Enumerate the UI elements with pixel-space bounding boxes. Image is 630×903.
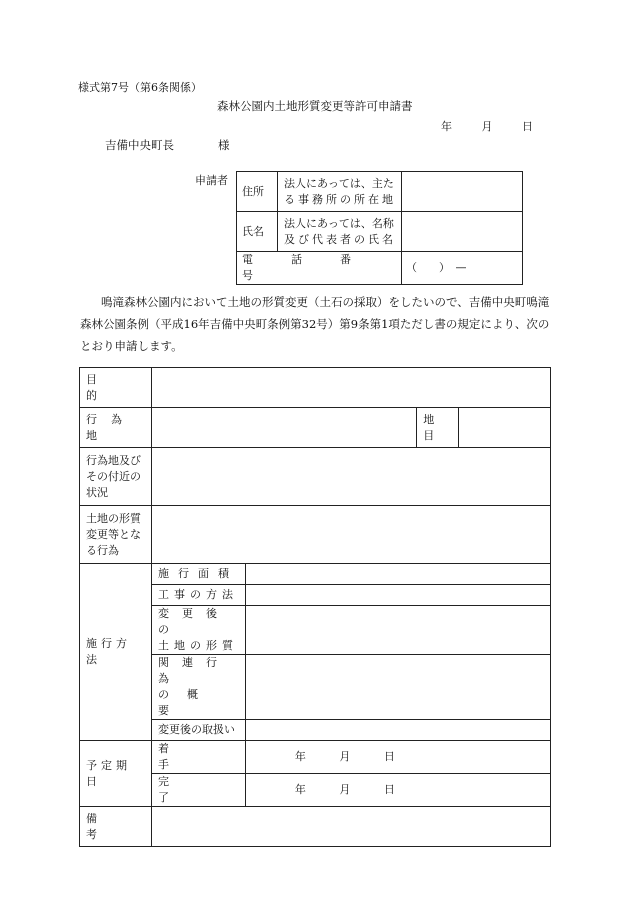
schedule-label: 予定期日 xyxy=(80,741,152,807)
change-act-value[interactable] xyxy=(151,506,550,564)
page-title: 森林公園内土地形質変更等許可申請書 xyxy=(217,99,413,113)
site-label: 行為地 xyxy=(80,408,152,448)
area-label: 施行面積 xyxy=(151,564,245,585)
address-label: 住所 xyxy=(237,172,278,212)
phone-value[interactable]: （ ） — xyxy=(402,252,523,285)
site-conditions-label: 行為地及び その付近の 状況 xyxy=(80,448,152,506)
main-table xyxy=(79,367,551,847)
address-note xyxy=(278,172,402,212)
construction-method-label: 工事の方法 xyxy=(151,585,245,606)
after-change-label: 変更後の 土地の形質 xyxy=(151,606,245,655)
end-year: 年 xyxy=(294,783,306,796)
purpose-label: 目的 xyxy=(80,368,152,408)
handling-value[interactable] xyxy=(245,720,550,741)
date-day-label: 日 xyxy=(522,120,533,133)
end-day: 日 xyxy=(383,783,395,796)
construction-method-value[interactable] xyxy=(245,585,550,606)
after-change-value[interactable] xyxy=(245,606,550,655)
start-date-value[interactable] xyxy=(245,741,550,774)
name-value[interactable] xyxy=(402,212,523,252)
end-date-value[interactable] xyxy=(245,774,550,807)
form-number: 様式第7号（第6条関係） xyxy=(78,81,202,94)
method-label: 施行方法 xyxy=(80,564,152,741)
address-note-line-2: る事務所の所在地 xyxy=(284,192,396,206)
area-value[interactable] xyxy=(245,564,550,585)
address-value[interactable] xyxy=(402,172,523,212)
name-note xyxy=(278,212,402,252)
start-day: 日 xyxy=(383,750,395,763)
body-line-3: とおり申請します。 xyxy=(80,339,183,353)
start-month: 月 xyxy=(339,750,351,763)
purpose-value[interactable] xyxy=(151,368,550,408)
site-value[interactable] xyxy=(151,408,416,448)
name-label: 氏名 xyxy=(237,212,278,252)
applicant-label: 申請者 xyxy=(195,174,228,187)
name-note-line-2: 及び代表者の氏名 xyxy=(284,232,396,246)
related-label: 関連行為 の概要 xyxy=(151,655,245,720)
body-line-2: 森林公園条例（平成16年吉備中央町条例第32号）第9条第1項ただし書の規定により、次の xyxy=(80,317,550,331)
date-year-label: 年 xyxy=(441,120,452,133)
remarks-label: 備考 xyxy=(80,807,152,847)
land-category-label: 地目 xyxy=(417,408,459,448)
body-text xyxy=(80,291,549,357)
remarks-value[interactable] xyxy=(151,807,550,847)
addressee-name: 吉備中央町長 xyxy=(105,138,174,152)
phone-label xyxy=(237,252,402,285)
body-line-1: 鳴滝森林公園内において土地の形質変更（土石の採取）をしたいので、吉備中央町鳴滝 xyxy=(101,295,550,309)
date-month-label: 月 xyxy=(481,120,493,133)
handling-label: 変更後の取扱い xyxy=(151,720,245,741)
end-month: 月 xyxy=(339,783,351,796)
start-label: 着手 xyxy=(151,741,245,774)
site-conditions-value[interactable] xyxy=(151,448,550,506)
date-line xyxy=(441,118,533,134)
address-note-line-1: 法人にあっては、主た xyxy=(284,176,394,190)
applicant-table xyxy=(236,171,523,285)
start-year: 年 xyxy=(294,750,306,763)
addressee-honorific: 様 xyxy=(218,138,230,152)
phone-label-text: 電話番号 xyxy=(242,253,389,282)
land-category-value[interactable] xyxy=(459,408,551,448)
change-act-label: 土地の形質 変更等とな る行為 xyxy=(80,506,152,564)
related-value[interactable] xyxy=(245,655,550,720)
end-label: 完了 xyxy=(151,774,245,807)
name-note-line-1: 法人にあっては、名称 xyxy=(284,216,394,230)
